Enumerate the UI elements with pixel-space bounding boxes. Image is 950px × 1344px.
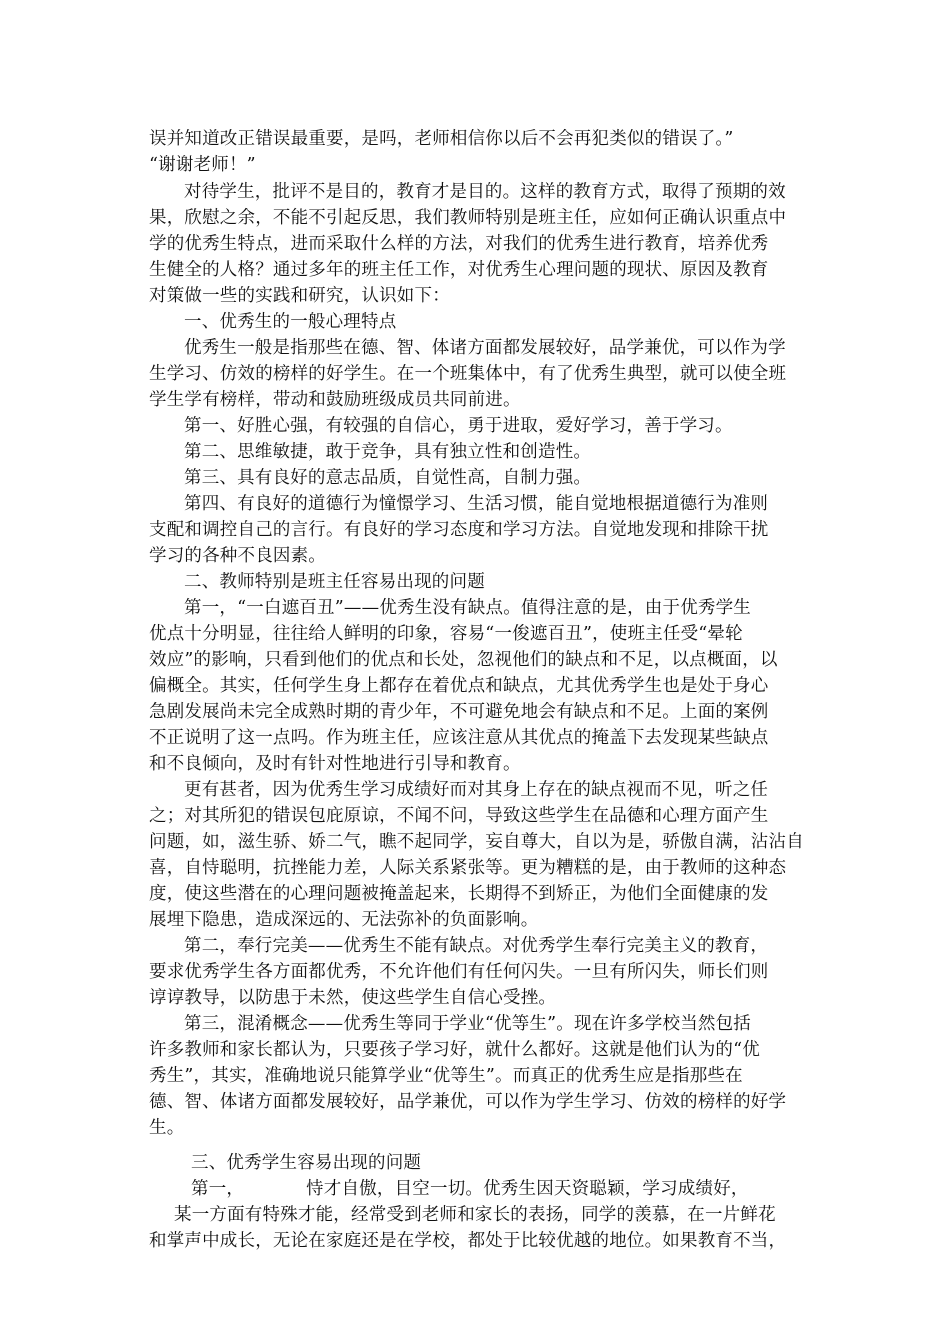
text-line: 第一、好胜心强，有较强的自信心，勇于进取，爱好学习，善于学习。 — [184, 416, 733, 436]
text-line: 不正说明了这一点吗。作为班主任，应该注意从其优点的掩盖下去发现某些缺点 — [149, 728, 769, 748]
line-continuation: 恃才自傲，目空一切。优秀生因天资聪颖，学习成绩好， — [306, 1179, 749, 1199]
text-line: 喜，自恃聪明，抗挫能力差，人际关系紧张等。更为糟糕的是，由于教师的这种态 — [149, 858, 787, 878]
text-line: 要求优秀学生各方面都优秀，不允许他们有任何闪失。一旦有所闪失，师长们则 — [149, 962, 769, 982]
text-line: 问题，如，滋生骄、娇二气，瞧不起同学，妄自尊大，自以为是，骄傲自满，沾沾自 — [149, 832, 804, 852]
line-start: 第一， — [191, 1179, 245, 1199]
text-line: 生学习、仿效的榜样的好学生。在一个班集体中，有了优秀生典型，就可以使全班 — [149, 364, 787, 384]
text-line: 果，欣慰之余，不能不引起反思，我们教师特别是班主任，应如何正确认识重点中 — [149, 208, 787, 228]
text-line: 支配和调控自己的言行。有良好的学习态度和学习方法。自觉地发现和排除干扰 — [149, 520, 769, 540]
text-line: 学生学有榜样，带动和鼓励班级成员共同前进。 — [149, 390, 521, 410]
text-line: 学的优秀生特点，进而采取什么样的方法，对我们的优秀生进行教育，培养优秀 — [149, 234, 769, 254]
text-line: 生。 — [149, 1118, 185, 1138]
text-line: 谆谆教导，以防患于未然，使这些学生自信心受挫。 — [149, 988, 557, 1008]
text-line: 偏概全。其实，任何学生身上都存在着优点和缺点，尤其优秀学生也是处于身心 — [149, 676, 769, 696]
text-line: 度，使这些潜在的心理问题被掩盖起来，长期得不到矫正，为他们全面健康的发 — [149, 884, 769, 904]
text-line: 和不良倾向，及时有针对性地进行引导和教育。 — [149, 754, 521, 774]
section-heading: 三、优秀学生容易出现的问题 — [191, 1153, 422, 1173]
text-line: 德、智、体诸方面都发展较好，品学兼优，可以作为学生学习、仿效的榜样的好学 — [149, 1092, 787, 1112]
text-line: 展埋下隐患，造成深远的、无法弥补的负面影响。 — [149, 910, 539, 930]
text-line: 第三、具有良好的意志品质，自觉性高，自制力强。 — [184, 468, 592, 488]
text-line: 优秀生一般是指那些在德、智、体诸方面都发展较好，品学兼优，可以作为学 — [184, 338, 786, 358]
section-heading: 一、优秀生的一般心理特点 — [184, 312, 397, 332]
text-line: 对待学生，批评不是目的，教育才是目的。这样的教育方式，取得了预期的效 — [184, 182, 786, 202]
text-line: 第二，奉行完美——优秀生不能有缺点。对优秀学生奉行完美主义的教育， — [184, 936, 769, 956]
text-line: 某一方面有特殊才能，经常受到老师和家长的表扬，同学的羡慕，在一片鲜花 — [174, 1205, 776, 1225]
text-line: 更有甚者，因为优秀生学习成绩好而对其身上存在的缺点视而不见，听之任 — [184, 780, 769, 800]
text-line: 第二、思维敏捷，敢于竞争，具有独立性和创造性。 — [184, 442, 592, 462]
text-line: 对策做一些的实践和研究，认识如下： — [149, 286, 450, 306]
text-line: 效应”的影响，只看到他们的优点和长处，忽视他们的缺点和不足，以点概面，以 — [149, 650, 778, 670]
text-line: 第三，混淆概念——优秀生等同于学业“优等生”。现在许多学校当然包括 — [184, 1014, 751, 1034]
text-line: 优点十分明显，往往给人鲜明的印象，容易“一俊遮百丑”，使班主任受“晕轮 — [149, 624, 743, 644]
text-line: 第一，“一白遮百丑”——优秀生没有缺点。值得注意的是，由于优秀学生 — [184, 598, 751, 618]
text-line: 生健全的人格？通过多年的班主任工作，对优秀生心理问题的现状、原因及教育 — [149, 260, 769, 280]
text-line: “谢谢老师！” — [149, 155, 256, 175]
text-line — [191, 1176, 749, 1202]
text-line: 秀生”，其实，准确地说只能算学业“优等生”。而真正的优秀生应是指那些在 — [149, 1066, 743, 1086]
text-line: 之；对其所犯的错误包庇原谅，不闻不问，导致这些学生在品德和心理方面产生 — [149, 806, 769, 826]
text-line: 学习的各种不良因素。 — [149, 546, 326, 566]
text-line: 误并知道改正错误最重要，是吗，老师相信你以后不会再犯类似的错误了。” — [149, 129, 734, 149]
section-heading: 二、教师特别是班主任容易出现的问题 — [184, 572, 485, 592]
text-line: 第四、有良好的道德行为憧憬学习、生活习惯，能自觉地根据道德行为准则 — [184, 494, 769, 514]
text-line: 和掌声中成长，无论在家庭还是在学校，都处于比较优越的地位。如果教育不当， — [149, 1231, 787, 1251]
text-line: 急剧发展尚未完全成熟时期的青少年，不可避免地会有缺点和不足。上面的案例 — [149, 702, 769, 722]
text-line: 许多教师和家长都认为，只要孩子学习好，就什么都好。这就是他们认为的“优 — [149, 1040, 760, 1060]
